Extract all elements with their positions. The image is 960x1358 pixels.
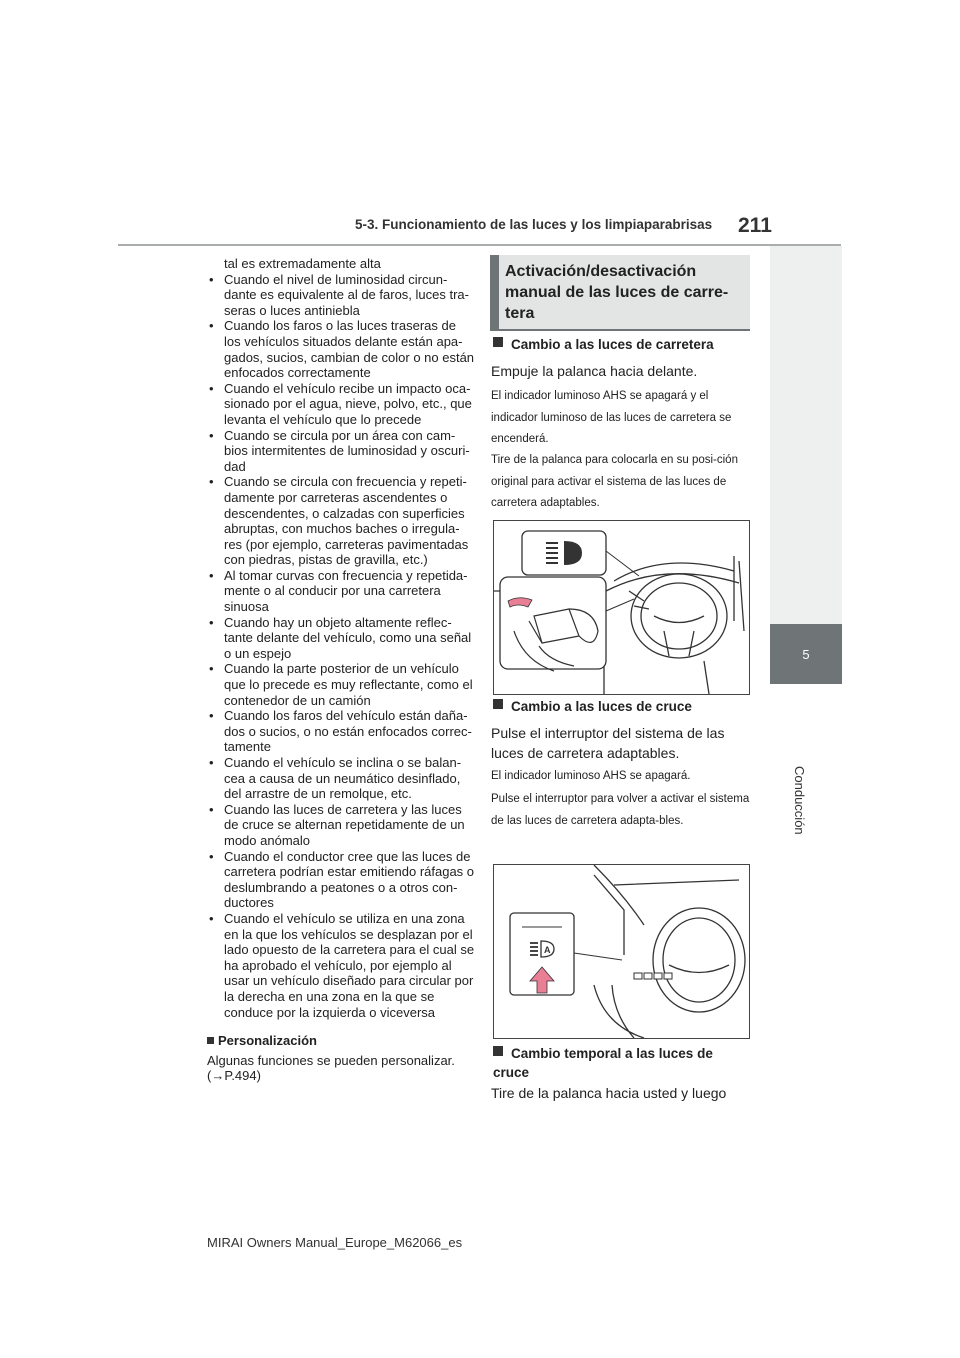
- bullet-item: • Cuando el nivel de luminosidad circun-dante es equivalente al de faros, luces tra-seras o luces antiniebla: [209, 271, 469, 318]
- ahs-button-letter: A: [544, 945, 551, 955]
- callout-box-lever: [500, 577, 606, 669]
- left-column: [207, 256, 475, 1084]
- bullet-item: • Cuando el vehículo se inclina o se balan-cea a causa de un neumático desinflado, del arrastre de un remolque, etc.: [209, 755, 462, 802]
- bullet-item: • Cuando se circula por un área con cam-bios intermitentes de luminosidad y oscuri-dad: [209, 427, 470, 474]
- body-paragraph: Tire de la palanca para colocarla en su posi-ción original para activar el sistema de las luces de carretera adaptables.: [491, 454, 738, 509]
- chapter-label: Conducción: [792, 766, 807, 835]
- bullet-item: • Cuando las luces de carretera y las luces de cruce se alternan repetidamente de un modo anómalo: [209, 801, 465, 848]
- bullet-item: • Cuando el vehículo se utiliza en una zona en la que los vehículos se desplazan por el lado opuesto de la carretera para el cual se ha aprobado el vehículo, por ejemplo al usar un vehículo diseñado para circular por la derecha en una zona en la que se conduce por la izquierda o viceversa: [209, 910, 475, 1020]
- bullet-item: • Cuando los faros del vehículo están daña-dos o sucios, o no están enfocados correc-tamente: [209, 708, 472, 755]
- running-header: 5-3. Funcionamiento de las luces y los limpiaparabrisas: [355, 217, 713, 232]
- personalization-heading: Personalización: [207, 1033, 475, 1049]
- personalization-text: Algunas funciones se pueden personalizar.: [207, 1052, 455, 1068]
- figure-lever-push: [493, 520, 750, 695]
- subsection-heading: Cambio temporal a las luces de cruce: [493, 1046, 713, 1080]
- switch-illustration: [494, 865, 749, 1038]
- header-rule: [118, 244, 841, 246]
- step-text: Tire de la palanca hacia usted y luego: [491, 1085, 727, 1101]
- square-bullet-icon: [493, 337, 503, 347]
- chapter-number-tab: 5: [770, 624, 842, 684]
- page-number: 211: [738, 214, 772, 237]
- body-paragraph: El indicador luminoso AHS se apagará.: [491, 770, 691, 782]
- subsection-heading: Cambio a las luces de cruce: [493, 699, 692, 714]
- bullet-item: • Cuando el conductor cree que las luces de carretera podrían estar emitiendo ráfagas o deslumbrando a peatones o a otros con-ductores: [209, 848, 475, 911]
- body-paragraph: El indicador luminoso AHS se apagará y el indicador luminoso de las luces de carretera se encenderá.: [491, 390, 732, 445]
- lever-illustration: [494, 521, 749, 694]
- bullet-item: • Cuando hay un objeto altamente reflec-tante delante del vehículo, como una señal o un espejo: [209, 614, 472, 661]
- section-title: Activación/desactivación manual de las luces de carre-tera: [505, 263, 729, 322]
- square-bullet-icon: [493, 1046, 503, 1056]
- continuation-text: tal es extremadamente alta: [224, 256, 381, 271]
- step-text: Pulse el interruptor del sistema de las luces de carretera adaptables.: [491, 725, 725, 761]
- bullet-item: • Cuando el vehículo recibe un impacto oca-sionado por el agua, nieve, polvo, etc., que levanta el vehículo que lo precede: [209, 380, 472, 427]
- bullet-item: • Cuando los faros o las luces traseras de los vehículos situados delante están apa-gados, sucios, cambian de color o no están enfocados correctamente: [209, 318, 475, 381]
- page-reference-link[interactable]: (→P.494): [207, 1068, 261, 1084]
- subsection-heading: Cambio a las luces de carretera: [493, 337, 714, 352]
- body-paragraph: Pulse el interruptor para volver a activar el sistema de las luces de carretera adapta-bles.: [491, 793, 750, 827]
- square-bullet-icon: [207, 1037, 214, 1044]
- bullet-item: • Cuando la parte posterior de un vehículo que lo precede es muy reflectante, como el contenedor de un camión: [209, 661, 473, 708]
- footer-text: MIRAI Owners Manual_Europe_M62066_es: [207, 1235, 463, 1250]
- bullet-item: • Al tomar curvas con frecuencia y repetida-mente o al conducir por una carretera sinuosa: [209, 567, 468, 615]
- square-bullet-icon: [493, 699, 503, 709]
- bullet-item: • Cuando se circula con frecuencia y repeti-damente por carreteras ascendentes o descendentes, o calzadas con superficies abruptas, con muchos baches o irregula-res (por ejemplo, carreteras pavimentadas con piedras, pistas de gravilla, etc.): [209, 474, 469, 568]
- section-title-bar: [490, 255, 499, 331]
- figure-switch-press: [493, 864, 750, 1039]
- side-tab-background: [770, 246, 842, 624]
- step-text: Empuje la palanca hacia delante.: [491, 363, 698, 379]
